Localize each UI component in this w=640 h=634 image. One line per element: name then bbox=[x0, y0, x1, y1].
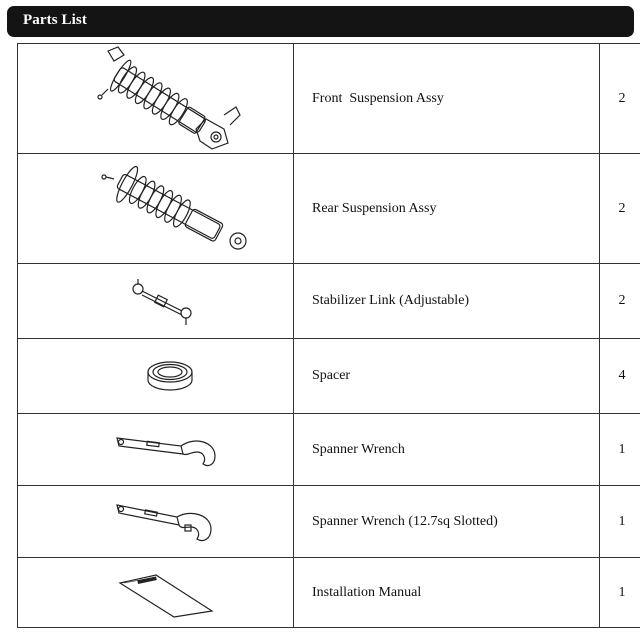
table-row bbox=[18, 414, 640, 486]
spacer-icon bbox=[140, 356, 200, 396]
table-row bbox=[18, 154, 640, 264]
part-name: Spanner Wrench bbox=[294, 414, 600, 486]
part-image-cell bbox=[18, 264, 294, 339]
part-image-cell bbox=[18, 44, 294, 154]
table-row bbox=[18, 486, 640, 558]
stabilizer-link-icon bbox=[126, 273, 206, 329]
part-name: Rear Suspension Assy bbox=[294, 154, 600, 264]
part-image-cell bbox=[18, 339, 294, 414]
part-image-cell bbox=[18, 154, 294, 264]
part-quantity: 2 bbox=[600, 154, 640, 264]
part-quantity: 2 bbox=[600, 264, 640, 339]
rear-suspension-icon bbox=[96, 161, 256, 257]
part-name: Front Suspension Assy bbox=[294, 44, 600, 154]
parts-table bbox=[17, 43, 640, 628]
part-image-cell bbox=[18, 414, 294, 486]
part-name: Spanner Wrench (12.7sq Slotted) bbox=[294, 486, 600, 558]
table-row bbox=[18, 44, 640, 154]
part-quantity: 1 bbox=[600, 558, 640, 628]
part-image-cell bbox=[18, 486, 294, 558]
table-row bbox=[18, 558, 640, 628]
part-name: Installation Manual bbox=[294, 558, 600, 628]
part-quantity: 1 bbox=[600, 414, 640, 486]
part-quantity: 1 bbox=[600, 486, 640, 558]
spanner-wrench-icon bbox=[111, 428, 221, 472]
table-row bbox=[18, 339, 640, 414]
table-row bbox=[18, 264, 640, 339]
part-quantity: 4 bbox=[600, 339, 640, 414]
parts-list-header bbox=[7, 6, 634, 37]
part-image-cell bbox=[18, 558, 294, 628]
front-suspension-icon bbox=[88, 45, 248, 153]
part-quantity: 2 bbox=[600, 44, 640, 154]
part-name: Spacer bbox=[294, 339, 600, 414]
part-name: Stabilizer Link (Adjustable) bbox=[294, 264, 600, 339]
installation-manual-icon bbox=[116, 571, 216, 619]
header-title: Parts List bbox=[23, 12, 87, 28]
slotted-spanner-wrench-icon bbox=[111, 497, 221, 547]
